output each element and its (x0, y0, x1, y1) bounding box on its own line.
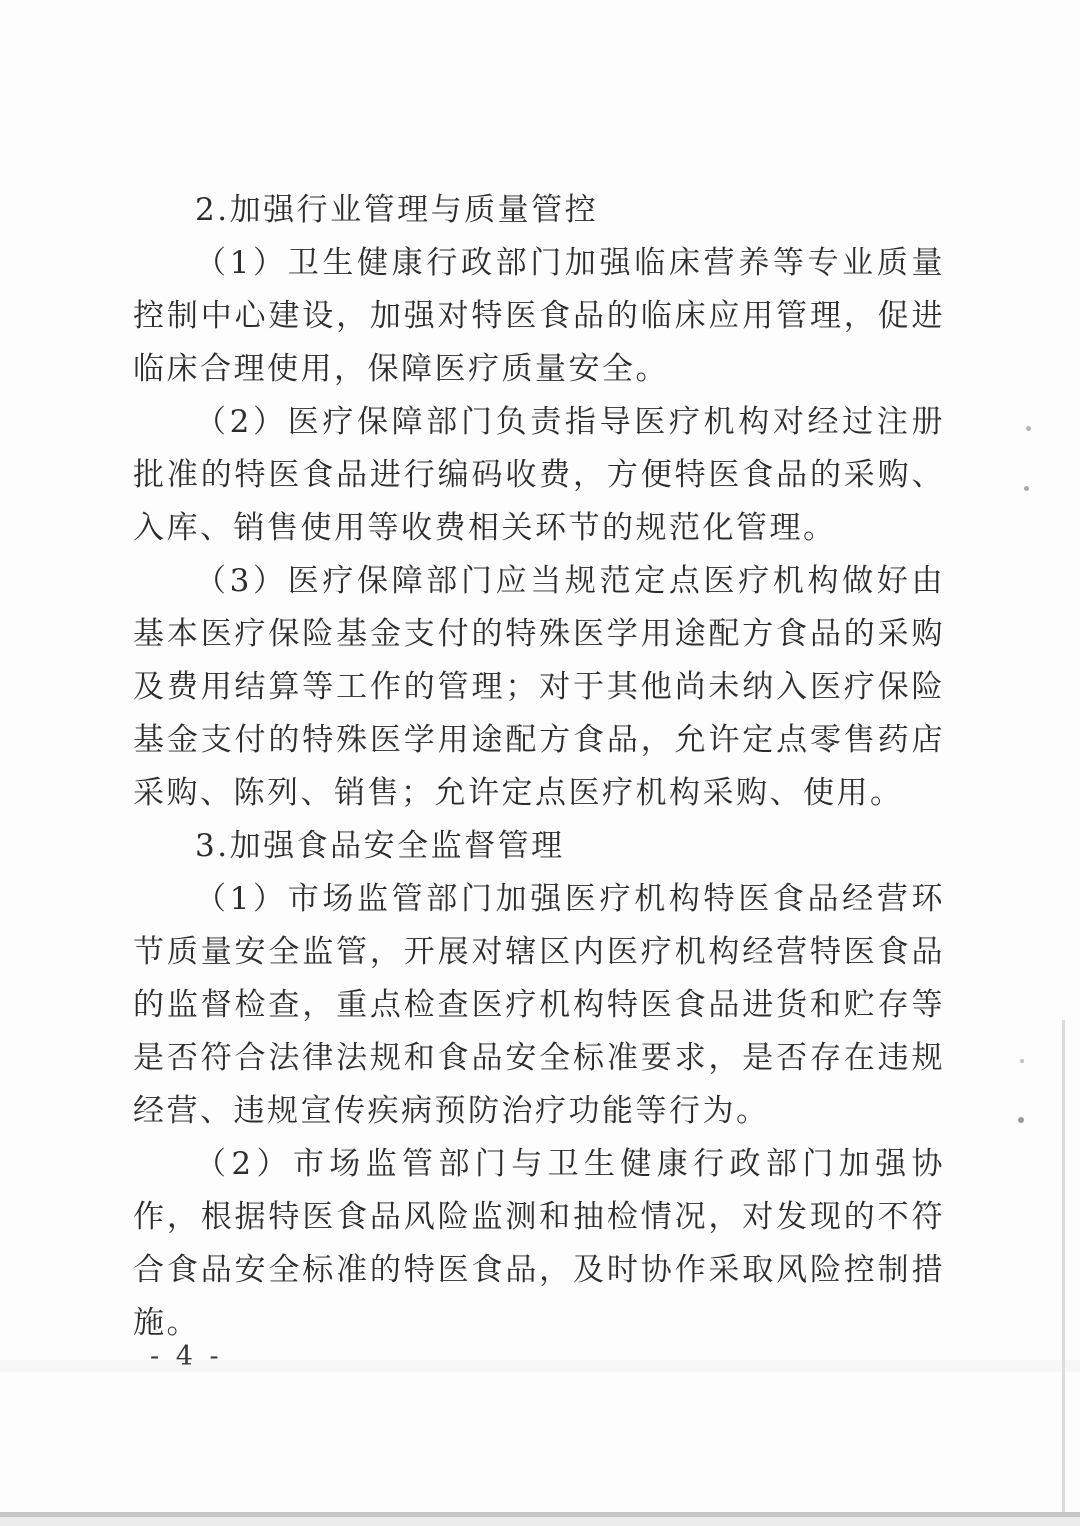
paragraph-medical-insurance-coding-fees: （2）医疗保障部门负责指导医疗机构对经过注册批准的特医食品进行编码收费，方便特医食品的采购、入库、销售使用等收费相关环节的规范化管理。 (133, 404, 945, 546)
paragraph-market-regulation-inspection: （1）市场监管部门加强医疗机构特医食品经营环节质量安全监管，开展对辖区内医疗机构经营特医食品的监督检查，重点检查医疗机构特医食品进货和贮存等是否符合法律法规和食品安全标准要求，是否存在违规经营、违规宣传疾病预防治疗功能等行为。 (133, 881, 945, 1129)
paragraph-health-admin-clinical-nutrition: （1）卫生健康行政部门加强临床营养等专业质量控制中心建设，加强对特医食品的临床应用管理，促进临床合理使用，保障医疗质量安全。 (133, 245, 945, 387)
scan-speck (1018, 1117, 1024, 1123)
paragraph-market-regulation-cooperation: （2）市场监管部门与卫生健康行政部门加强协作，根据特医食品风险监测和抽检情况，对发现的不符合食品安全标准的特医食品，及时协作采取风险控制措施。 (133, 1146, 945, 1341)
section-heading-industry-management: 2.加强行业管理与质量管控 (195, 192, 599, 228)
document-body (133, 184, 945, 1350)
scan-speck (1020, 1059, 1024, 1063)
paragraph-medical-insurance-fund-payment: （3）医疗保障部门应当规范定点医疗机构做好由基本医疗保险基金支付的特殊医学用途配方食品的采购及费用结算等工作的管理；对于其他尚未纳入医疗保险基金支付的特殊医学用途配方食品，允许定点零售药店采购、陈列、销售；允许定点医疗机构采购、使用。 (133, 563, 945, 811)
section-heading-food-safety-supervision: 3.加强食品安全监督管理 (195, 828, 565, 864)
page-bottom-shadow (0, 1517, 1080, 1526)
page-right-edge (1062, 1020, 1065, 1514)
page-number: - 4 - (150, 1341, 223, 1372)
scan-speck (1026, 426, 1031, 431)
scan-speck (1024, 486, 1029, 491)
